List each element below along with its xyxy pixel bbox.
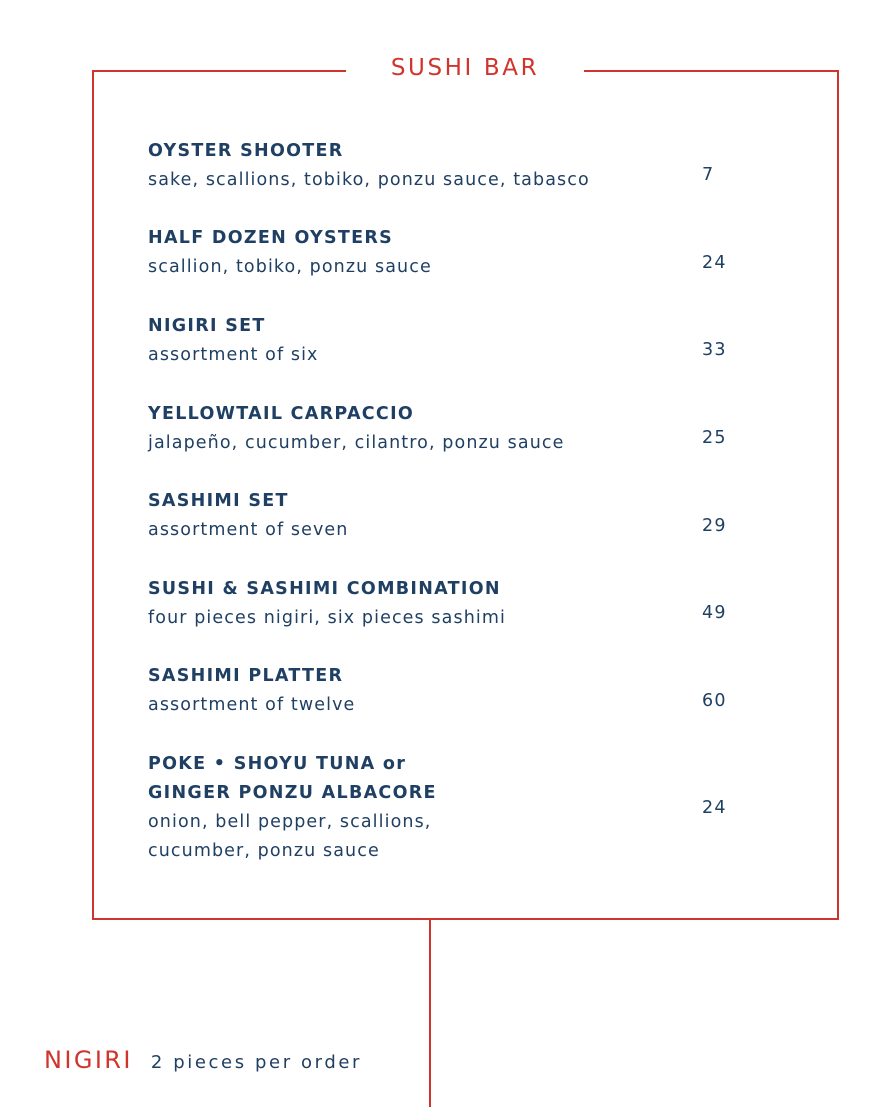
item-price: 24: [702, 253, 727, 273]
menu-item: [148, 487, 748, 545]
item-name: SASHIMI SET: [148, 491, 289, 511]
item-name: NIGIRI SET: [148, 316, 266, 336]
item-description: jalapeño, cucumber, cilantro, ponzu sauce: [148, 433, 565, 453]
item-description: assortment of seven: [148, 520, 349, 540]
menu-item: [148, 137, 748, 195]
item-description-line2: cucumber, ponzu sauce: [148, 841, 380, 861]
item-price: 29: [702, 516, 727, 536]
item-name-line1: POKE • SHOYU TUNA or: [148, 754, 407, 774]
item-name-line2: GINGER PONZU ALBACORE: [148, 783, 437, 803]
item-name: OYSTER SHOOTER: [148, 141, 344, 161]
item-description: sake, scallions, tobiko, ponzu sauce, tabasco: [148, 170, 590, 190]
item-description-line1: onion, bell pepper, scallions,: [148, 812, 432, 832]
next-section-title: NIGIRI: [44, 1046, 133, 1074]
item-name: SUSHI & SASHIMI COMBINATION: [148, 579, 501, 599]
item-name: HALF DOZEN OYSTERS: [148, 228, 394, 248]
menu-item: [148, 575, 748, 633]
item-description: four pieces nigiri, six pieces sashimi: [148, 608, 506, 628]
item-price: 33: [702, 340, 727, 360]
item-description: assortment of twelve: [148, 695, 356, 715]
section-title: SUSHI BAR: [390, 55, 540, 81]
menu-item: [148, 400, 748, 458]
menu-item: [148, 312, 748, 370]
item-price: 24: [702, 798, 727, 818]
item-price: 60: [702, 691, 727, 711]
item-name: SASHIMI PLATTER: [148, 666, 344, 686]
item-description: assortment of six: [148, 345, 319, 365]
menu-item: [148, 662, 748, 720]
section-header: [346, 44, 584, 92]
next-section-header: [44, 1046, 362, 1074]
item-name: YELLOWTAIL CARPACCIO: [148, 404, 415, 424]
next-section-note: 2 pieces per order: [150, 1052, 363, 1073]
item-price: 7: [702, 165, 715, 185]
item-price: 25: [702, 428, 727, 448]
item-description: scallion, tobiko, ponzu sauce: [148, 257, 432, 277]
section-divider-line: [429, 918, 431, 1107]
menu-item: [148, 750, 748, 866]
item-price: 49: [702, 603, 727, 623]
menu-item: [148, 224, 748, 282]
